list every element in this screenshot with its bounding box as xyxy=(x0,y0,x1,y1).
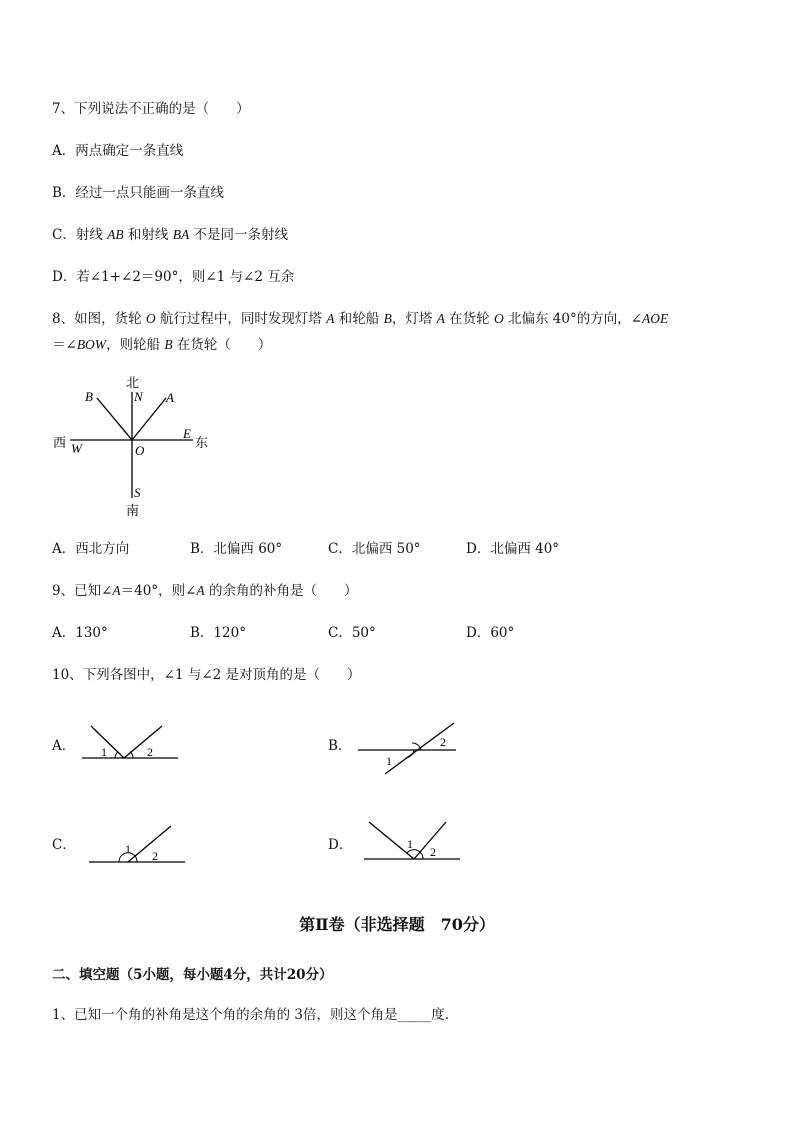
angle-1-label: 1 xyxy=(125,842,131,856)
label-e: E xyxy=(183,426,191,441)
q9-option-d: D．60° xyxy=(466,625,515,641)
q7-stem: 7、下列说法不正确的是（ ） xyxy=(52,101,250,117)
q8-option-c: C．北偏西 50° xyxy=(328,541,421,557)
q7-option-a: A．两点确定一条直线 xyxy=(52,143,184,159)
angle-1-label: 1 xyxy=(386,754,392,768)
q8-option-d: D．北偏西 40° xyxy=(466,541,560,557)
q7-option-b: B．经过一点只能画一条直线 xyxy=(52,185,224,201)
q8-option-a: A．西北方向 xyxy=(52,541,130,557)
q10-figure-a xyxy=(82,726,178,759)
angle-1-label: 1 xyxy=(101,745,107,759)
q10-figure-b xyxy=(358,723,456,774)
q10-stem: 10、下列各图中，∠1 与∠2 是对顶角的是（ ） xyxy=(52,667,361,683)
part2-title: 第Ⅱ卷（非选择题 70分） xyxy=(299,915,495,934)
label-n: N xyxy=(134,389,143,404)
angle-2-label: 2 xyxy=(147,745,153,759)
q9-stem: 9、已知∠A＝40°，则∠A 的余角的补角是（ ） xyxy=(52,583,358,599)
q10-label-a: A． xyxy=(52,738,76,754)
q9-option-a: A．130° xyxy=(52,625,108,641)
label-east: 东 xyxy=(195,435,209,450)
q10-figure-c xyxy=(89,826,185,863)
angle-2-label: 2 xyxy=(430,845,436,859)
q9-option-b: B．120° xyxy=(190,625,246,641)
q8-stem-line1: 8、如图，货轮 O 航行过程中，同时发现灯塔 A 和轮船 B，灯塔 A 在货轮 O 北偏东 40°的方向，∠AOE xyxy=(52,311,669,327)
label-w: W xyxy=(71,441,82,456)
label-a: A xyxy=(166,390,174,405)
q10-label-b: B． xyxy=(328,738,352,754)
angle-1-label: 1 xyxy=(407,837,413,851)
q10-label-d: D． xyxy=(328,837,353,853)
label-o: O xyxy=(135,443,145,458)
label-north: 北 xyxy=(126,375,140,390)
angle-2-label: 2 xyxy=(152,849,158,863)
label-b: B xyxy=(85,389,93,404)
q7-option-c: C．射线 AB 和射线 BA 不是同一条射线 xyxy=(52,227,289,243)
label-south: 南 xyxy=(126,503,140,518)
q7-option-d: D．若∠1+∠2＝90°，则∠1 与∠2 互余 xyxy=(52,269,295,285)
angle-2-label: 2 xyxy=(440,735,446,749)
fill1-question: 1、已知一个角的补角是这个角的余角的 3倍，则这个角是_____度. xyxy=(52,1007,450,1023)
label-west: 西 xyxy=(53,435,67,450)
q8-stem-line2: ＝∠BOW，则轮船 B 在货轮（ ） xyxy=(52,337,272,353)
label-s: S xyxy=(134,485,141,500)
q8-option-b: B．北偏西 60° xyxy=(190,541,283,557)
q9-option-c: C．50° xyxy=(328,625,376,641)
section2-title: 二、填空题（5小题，每小题4分，共计20分） xyxy=(52,967,333,983)
q10-label-c: C． xyxy=(52,837,76,853)
q10-figure-d xyxy=(364,822,460,859)
